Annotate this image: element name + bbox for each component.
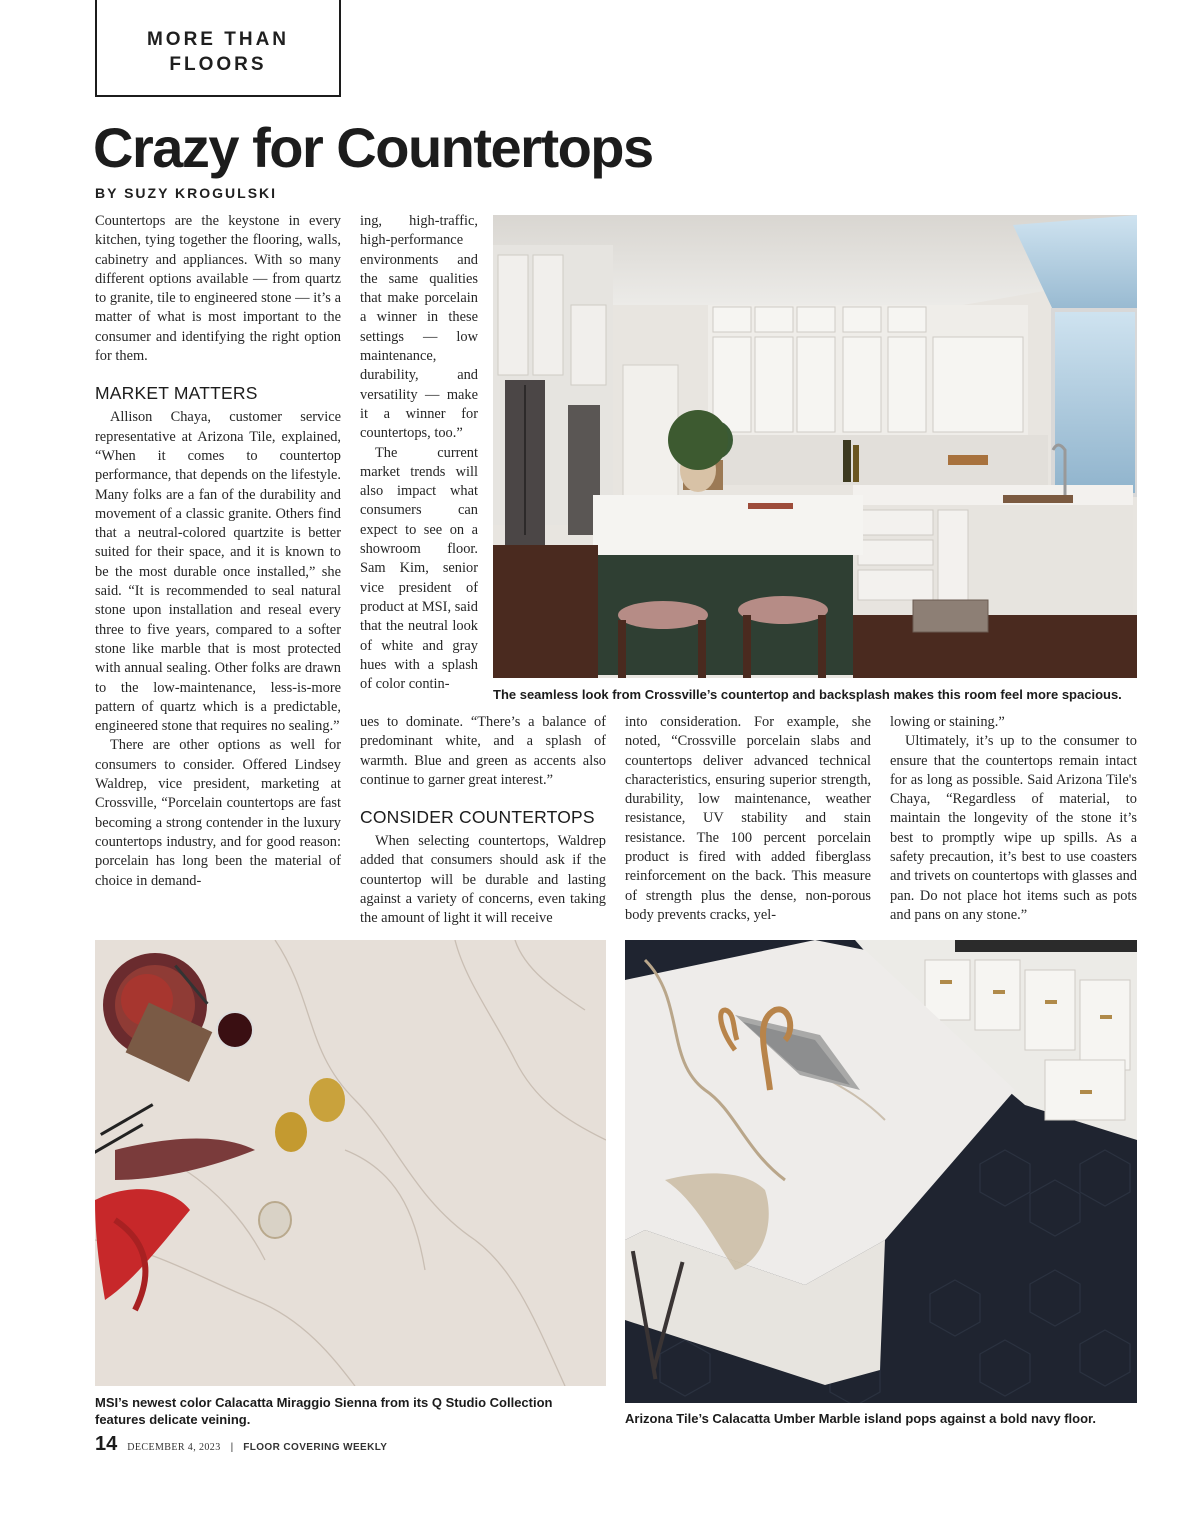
article-title: Crazy for Countertops <box>93 116 653 179</box>
byline: BY SUZY KROGULSKI <box>95 185 278 201</box>
text-column-1 <box>95 212 341 930</box>
island-photo-caption: Arizona Tile’s Calacatta Umber Marble island pops against a bold navy floor. <box>625 1411 1097 1426</box>
heading-consider-countertops: CONSIDER COUNTERTOPS <box>360 807 595 828</box>
section-label <box>95 0 341 97</box>
col4-paragraph-2: Ultimately, it’s up to the consumer to ensure that the countertops remain intact for as long as possible. Said Arizona Tile's Chaya, “Regardless of material, to maintain the longevity of the stone it’s best to promptly wipe up spills. As a safety precaution, it’s best to use coasters and trivets on countertops with glasses and pan. Do not place hot items such as pots and pans on any stone.” <box>890 733 1137 923</box>
consider-paragraph-1: When selecting countertops, Waldrep added that consumers should ask if the countertop will be durable and lasting against a variety of concerns, even taking the amount of light it will receive <box>360 833 606 927</box>
text-column-4 <box>890 713 1137 930</box>
publication-name: FLOOR COVERING WEEKLY <box>243 1442 388 1453</box>
col2-paragraph-2: The current market trends will also impact what consumers can expect to see on a showroom floor. Sam Kim, senior vice president of product at MSI, said that the neutral look of white and gray hues with a splash of color contin- <box>360 444 478 693</box>
text-column-3 <box>625 713 871 930</box>
col2b-paragraph-1: ues to dominate. “There’s a balance of predominant white, and a splash of warmth. Blue and green as accents also continue to garner great interest.” <box>360 714 606 788</box>
kitchen-photo <box>493 215 1137 678</box>
intro-paragraph: Countertops are the keystone in every kitchen, tying together the flooring, walls, cabinetry and appliances. With so many different options available — from quartz to granite, tile to engineered stone — it’s a matter of what is most important to the consumer and identifying the right option for them. <box>95 213 341 365</box>
text-column-2-lower <box>360 713 606 930</box>
marble-island-photo <box>625 940 1137 1403</box>
quartz-photo-caption: MSI’s newest color Calacatta Miraggio Sienna from its Q Studio Collection features delicate veining. <box>95 1395 553 1427</box>
market-paragraph-2: There are other options as well for consumers to consider. Offered Lindsey Waldrep, vice president, marketing at Crossville, “Porcelain countertops are fast becoming a strong contender in the luxury countertops industry, and for good reason: porcelain has long been the material of choice in demand- <box>95 737 341 889</box>
heading-market-matters: MARKET MATTERS <box>95 383 258 404</box>
section-label-line1: MORE THAN <box>146 28 290 50</box>
col2-paragraph-1: ing, high-traffic, high-performance environments and the same qualities that make porcelain a winner in these settings — low maintenance, durability, and versatility — make it a winner for countertops, too.” <box>360 213 478 442</box>
col4-paragraph-1: lowing or staining.” <box>890 714 1005 730</box>
kitchen-photo-caption: The seamless look from Crossville’s countertop and backsplash makes this room feel more spacious. <box>493 687 1122 702</box>
quartz-countertop-photo <box>95 940 606 1386</box>
col3-paragraph-1: into consideration. For example, she noted, “Crossville porcelain slabs and countertops deliver advanced technical characteristics, ensuring superior strength, durability, low maintenance, weather resistance, UV stability and stain resistance. The 100 percent porcelain product is fired with added fiberglass reinforcement on the back. This measure of strength plus the dense, non-porous body prevents cracks, yel- <box>625 714 871 923</box>
text-column-2-upper <box>360 212 478 714</box>
page-footer <box>95 1433 387 1463</box>
issue-date: DECEMBER 4, 2023 <box>127 1442 221 1453</box>
market-paragraph-1: Allison Chaya, customer service representative at Arizona Tile, explained, “When it comes to countertop performance, that depends on the lifestyle. Many folks are a fan of the durability and movement of a classic granite. Others find that a neutral-colored quartzite is better suited for their space, and it is known to be the most durable once installed,” she said. “It is recommended to seal natural stone upon installation and reseal every three to five years, compared to a softer stone like marble that is most protected with annual sealing. Other folks are drawn to the low-maintenance, less-is-more pattern of quartz which is a predictable, engineered stone that requires no sealing.” <box>95 409 341 735</box>
footer-separator: | <box>230 1442 234 1453</box>
page-number: 14 <box>95 1433 118 1455</box>
section-label-line2: FLOORS <box>169 53 267 75</box>
